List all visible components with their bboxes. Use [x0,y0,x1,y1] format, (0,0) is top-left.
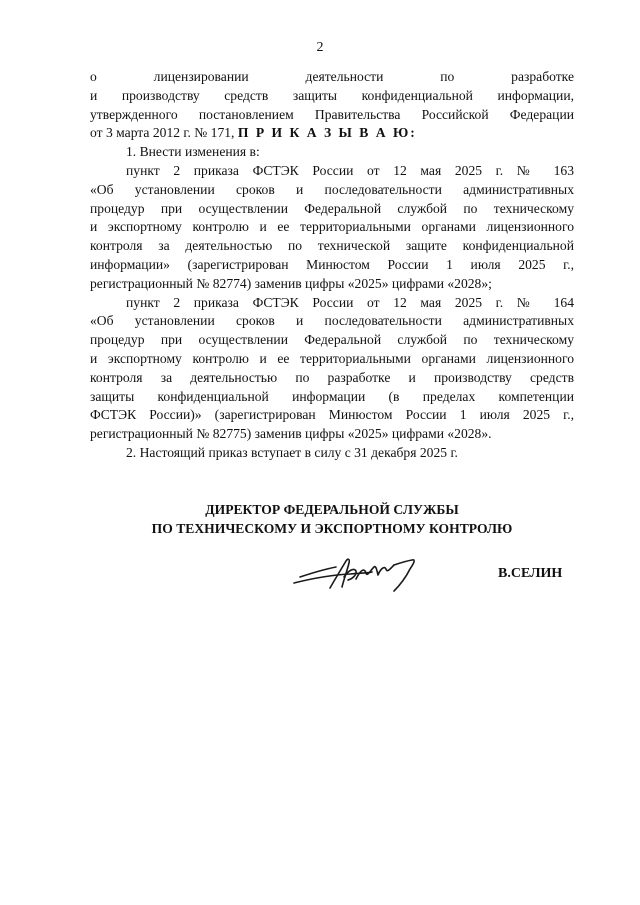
signatory-title [90,500,574,538]
body-line: защиты конфиденциальной информации (в пределах компетенции [90,388,574,404]
body-line: контроля за деятельностью по разработке и производству средств [90,369,574,385]
body-line: и производству средств защиты конфиденциальной информации, [90,87,574,103]
body-line: от 3 марта 2012 г. № 171, [90,125,235,141]
body-line: контроля за деятельностью по технической защите конфиденциальной [90,238,574,254]
body-line: и экспортному контролю и ее территориальными органами лицензионного [90,350,574,366]
body-line: информации» (зарегистрирован Минюстом России 1 июля 2025 г., [90,256,574,272]
body-line: процедур при осуществлении Федеральной службой по техническому [90,200,574,216]
body-line: регистрационный № 82774) заменив цифры «2025» цифрами «2028»; [90,275,492,291]
body-line-with-order-word [90,124,574,143]
body-line: регистрационный № 82775) заменив цифры «2025» цифрами «2028». [90,426,492,442]
handwritten-signature [290,553,430,595]
body-line: пункт 2 приказа ФСТЭК России от 12 мая 2025 г. № 163 [126,162,574,178]
body-line: утвержденного постановлением Правительства Российской Федерации [90,106,574,122]
page-number: 2 [316,40,324,55]
body-line: и экспортному контролю и ее территориальными органами лицензионного [90,219,574,235]
signatory-title-line: ПО ТЕХНИЧЕСКОМУ И ЭКСПОРТНОМУ КОНТРОЛЮ [151,521,513,536]
body-line: процедур при осуществлении Федеральной службой по техническому [90,332,574,348]
body-line: ФСТЭК России)» (зарегистрирован Минюстом России 1 июля 2025 г., [90,407,574,423]
item-2: 2. Настоящий приказ вступает в силу с 31 декабря 2025 г. [126,444,458,460]
signatory-title-line: ДИРЕКТОР ФЕДЕРАЛЬНОЙ СЛУЖБЫ [205,502,459,517]
signer-name: В.СЕЛИН [498,566,563,581]
item-1-heading: 1. Внести изменения в: [126,144,260,160]
body-line: «Об установлении сроков и последовательности административных [90,313,574,329]
body-line: «Об установлении сроков и последовательности административных [90,181,574,197]
order-body [90,68,574,463]
body-line: пункт 2 приказа ФСТЭК России от 12 мая 2025 г. № 164 [126,294,574,310]
body-line: о лицензировании деятельности по разработке [90,69,574,84]
order-word: П Р И К А З Ы В А Ю: [237,125,417,141]
